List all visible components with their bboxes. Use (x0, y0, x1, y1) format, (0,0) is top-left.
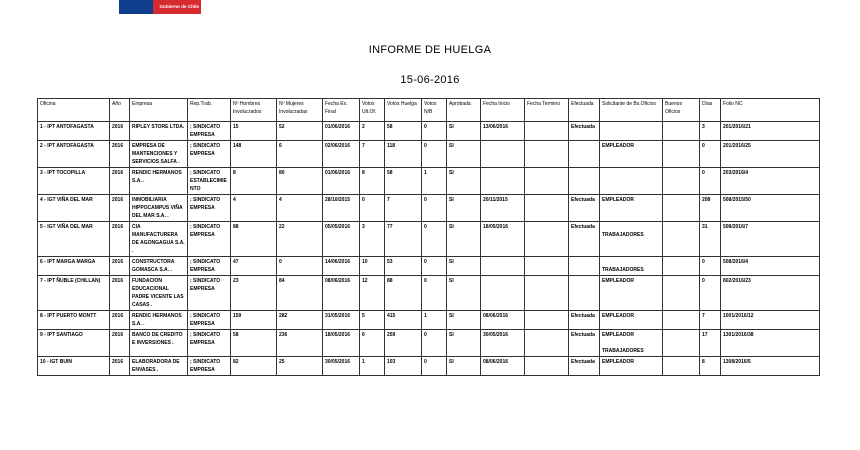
cell-anio: 2016 (110, 168, 130, 195)
cell-votos-nb: 0 (422, 195, 447, 222)
cell-fecha-termino (525, 168, 569, 195)
cell-dias: 0 (700, 168, 721, 195)
col-header-aprobada: Aprobada (447, 99, 481, 122)
cell-votos-ult: 8 (360, 168, 385, 195)
cell-votos-ult: 3 (360, 222, 385, 257)
table-header-row (38, 99, 820, 122)
cell-votos-ult: 7 (360, 141, 385, 168)
cell-hombres: 4 (231, 195, 277, 222)
cell-fecha-ex: 28/10/2015 (323, 195, 360, 222)
solicitante-value: EMPLEADOR (602, 359, 634, 365)
cell-aprobada: SI (447, 222, 481, 257)
cell-hombres: 159 (231, 311, 277, 330)
cell-fecha-ex: 05/05/2016 (323, 222, 360, 257)
cell-solicitante (600, 311, 663, 330)
cell-solicitante (600, 276, 663, 311)
cell-mujeres: 80 (277, 168, 323, 195)
cell-fecha-ex: 08/06/2016 (323, 276, 360, 311)
solicitante-value: EMPLEADOR (602, 313, 634, 319)
cell-fecha-termino (525, 330, 569, 357)
cell-mujeres: 52 (277, 122, 323, 141)
cell-votos-nb: 0 (422, 122, 447, 141)
cell-votos-ult: 6 (360, 330, 385, 357)
cell-buenos (663, 257, 700, 276)
cell-mujeres: 25 (277, 357, 323, 376)
cell-votos-ult: 10 (360, 257, 385, 276)
cell-votos-ult: 12 (360, 276, 385, 311)
cell-fecha-termino (525, 195, 569, 222)
cell-aprobada: SI (447, 357, 481, 376)
cell-solicitante (600, 141, 663, 168)
cell-empresa: ELABORADORA DE ENVASES . (130, 357, 188, 376)
col-header-hombres: Nº Hombres Involucrados (231, 99, 277, 122)
cell-oficina: 8 - IPT PUERTO MONTT (38, 311, 110, 330)
cell-folio: 1001/2016/12 (721, 311, 820, 330)
cell-fecha-ex: 14/06/2016 (323, 257, 360, 276)
cell-reptrab: ; SINDICATO EMPRESA (188, 257, 231, 276)
col-header-votos-nb: Votos N/B (422, 99, 447, 122)
cell-aprobada: SI (447, 330, 481, 357)
cell-buenos (663, 195, 700, 222)
cell-anio: 2016 (110, 257, 130, 276)
table-row (38, 122, 820, 141)
cell-votos-huelga: 118 (385, 141, 422, 168)
cell-mujeres: 236 (277, 330, 323, 357)
col-header-efectuada: Efectuada (569, 99, 600, 122)
cell-anio: 2016 (110, 311, 130, 330)
cell-buenos (663, 276, 700, 311)
cell-efectuada: Efectuada (569, 195, 600, 222)
cell-oficina: 6 - IPT MARGA MARGA (38, 257, 110, 276)
cell-fecha-ex: 01/06/2016 (323, 122, 360, 141)
cell-oficina: 7 - IPT ÑUBLE (CHILLAN) (38, 276, 110, 311)
cell-fecha-inicio: 08/06/2016 (481, 357, 525, 376)
report-title: INFORME DE HUELGA (368, 44, 492, 56)
cell-mujeres: 6 (277, 141, 323, 168)
cell-empresa: BANCO DE CREDITO E INVERSIONES . (130, 330, 188, 357)
cell-fecha-ex: 30/05/2016 (323, 357, 360, 376)
cell-empresa: CIA MANUFACTURERA DE AGONGAGUA S.A. . (130, 222, 188, 257)
cell-buenos (663, 222, 700, 257)
col-header-buenos-oficios: Buenos Oficios (663, 99, 700, 122)
cell-votos-nb: 0 (422, 330, 447, 357)
cell-empresa: RENDIC HERMANOS S.A. . (130, 311, 188, 330)
col-header-mujeres: Nº Mujeres Involucradas (277, 99, 323, 122)
cell-hombres: 23 (231, 276, 277, 311)
cell-folio: 508/2016/7 (721, 222, 820, 257)
table-row (38, 330, 820, 357)
col-header-oficina: Oficina (38, 99, 110, 122)
solicitante-value: EMPLEADOR (602, 278, 634, 284)
cell-solicitante (600, 257, 663, 276)
cell-folio: 508/2016/4 (721, 257, 820, 276)
table-body (38, 122, 820, 376)
cell-reptrab: ; SINDICATO EMPRESA (188, 141, 231, 168)
cell-fecha-termino (525, 276, 569, 311)
cell-votos-huelga: 415 (385, 311, 422, 330)
cell-anio: 2016 (110, 330, 130, 357)
cell-hombres: 88 (231, 222, 277, 257)
col-header-dias: Días (700, 99, 721, 122)
cell-votos-nb: 1 (422, 168, 447, 195)
cell-fecha-termino (525, 311, 569, 330)
col-header-fecha-inicio: Fecha Inicio (481, 99, 525, 122)
cell-reptrab: ; SINDICATO EMPRESA (188, 195, 231, 222)
cell-anio: 2016 (110, 195, 130, 222)
cell-votos-nb: 0 (422, 357, 447, 376)
cell-reptrab: ; SINDICATO EMPRESA (188, 276, 231, 311)
cell-votos-nb: 0 (422, 276, 447, 311)
cell-mujeres: 282 (277, 311, 323, 330)
solicitante-value: EMPLEADOR (602, 197, 634, 203)
cell-reptrab: ; SINDICATO EMPRESA (188, 330, 231, 357)
cell-votos-huelga: 88 (385, 276, 422, 311)
cell-oficina: 10 - IGT BUIN (38, 357, 110, 376)
cell-dias: 8 (700, 357, 721, 376)
cell-anio: 2016 (110, 222, 130, 257)
logo-text: Gobierno de Chile (159, 4, 199, 9)
cell-efectuada (569, 257, 600, 276)
cell-hombres: 82 (231, 357, 277, 376)
solicitante-secondary-value: TRABAJADORES (602, 267, 644, 273)
table-row (38, 141, 820, 168)
cell-votos-ult: 2 (360, 122, 385, 141)
cell-aprobada: SI (447, 257, 481, 276)
cell-empresa: FUNDACION EDUCACIONAL PADRE VICENTE LAS CASAS . (130, 276, 188, 311)
cell-aprobada: SI (447, 168, 481, 195)
cell-buenos (663, 122, 700, 141)
cell-votos-ult: 1 (360, 357, 385, 376)
col-header-solicitante: Solicitante de Bs.Oficios (600, 99, 663, 122)
cell-votos-ult: 5 (360, 311, 385, 330)
cell-empresa: CONSTRUCTORA GOMASCA S.A. . (130, 257, 188, 276)
table-row (38, 276, 820, 311)
cell-aprobada: SI (447, 311, 481, 330)
cell-buenos (663, 168, 700, 195)
cell-fecha-inicio (481, 168, 525, 195)
government-logo (119, 0, 201, 14)
cell-mujeres: 84 (277, 276, 323, 311)
col-header-anio: Año (110, 99, 130, 122)
table-row (38, 311, 820, 330)
cell-fecha-inicio: 20/11/2015 (481, 195, 525, 222)
col-header-votos-huelga: Votos Huelga (385, 99, 422, 122)
cell-folio: 201/2016/25 (721, 141, 820, 168)
cell-reptrab: ; SINDICATO EMPRESA (188, 122, 231, 141)
cell-votos-huelga: 103 (385, 357, 422, 376)
cell-fecha-ex: 18/05/2016 (323, 330, 360, 357)
cell-fecha-inicio (481, 141, 525, 168)
cell-efectuada: Efectuada (569, 330, 600, 357)
cell-mujeres: 4 (277, 195, 323, 222)
table-row (38, 222, 820, 257)
cell-fecha-termino (525, 222, 569, 257)
cell-buenos (663, 311, 700, 330)
cell-dias: 0 (700, 257, 721, 276)
cell-hombres: 15 (231, 122, 277, 141)
cell-votos-huelga: 53 (385, 257, 422, 276)
cell-dias: 0 (700, 141, 721, 168)
cell-folio: 1308/2016/5 (721, 357, 820, 376)
cell-reptrab: ; SINDICATO ESTABLECIMIENTO (188, 168, 231, 195)
cell-buenos (663, 357, 700, 376)
cell-fecha-inicio: 18/05/2016 (481, 222, 525, 257)
cell-votos-nb: 0 (422, 257, 447, 276)
cell-anio: 2016 (110, 276, 130, 311)
report-date: 15-06-2016 (400, 74, 460, 86)
cell-efectuada (569, 276, 600, 311)
cell-solicitante (600, 195, 663, 222)
cell-dias: 0 (700, 276, 721, 311)
cell-folio: 201/2016/21 (721, 122, 820, 141)
cell-folio: 802/2016/23 (721, 276, 820, 311)
cell-aprobada: SI (447, 141, 481, 168)
cell-hombres: 58 (231, 330, 277, 357)
cell-solicitante (600, 122, 663, 141)
col-header-votos-ult: Votos Ult.Of. (360, 99, 385, 122)
cell-anio: 2016 (110, 122, 130, 141)
cell-oficina: 2 - IPT ANTOFAGASTA (38, 141, 110, 168)
cell-oficina: 1 - IPT ANTOFAGASTA (38, 122, 110, 141)
cell-fecha-termino (525, 357, 569, 376)
col-header-fecha-termino: Fecha Termino (525, 99, 569, 122)
cell-reptrab: ; SINDICATO EMPRESA (188, 357, 231, 376)
cell-empresa: RIPLEY STORE LTDA. (130, 122, 188, 141)
cell-oficina: 3 - IPT TOCOPILLA (38, 168, 110, 195)
col-header-reptrab: Rep.Trab. (188, 99, 231, 122)
cell-empresa: INMOBILIARIA HIPPOCAMPUS VIÑA DEL MAR S.A. . (130, 195, 188, 222)
cell-dias: 3 (700, 122, 721, 141)
table-row (38, 357, 820, 376)
cell-anio: 2016 (110, 357, 130, 376)
cell-solicitante (600, 330, 663, 357)
col-header-fecha-ex: Fecha Ex. Final (323, 99, 360, 122)
cell-dias: 208 (700, 195, 721, 222)
cell-votos-nb: 0 (422, 222, 447, 257)
table-row (38, 195, 820, 222)
cell-empresa: RENDIC HERMANOS S.A. . (130, 168, 188, 195)
solicitante-value: EMPLEADOR (602, 143, 634, 149)
cell-aprobada: SI (447, 276, 481, 311)
col-header-folio: Folio NC (721, 99, 820, 122)
cell-reptrab: ; SINDICATO EMPRESA (188, 222, 231, 257)
cell-efectuada (569, 168, 600, 195)
cell-votos-huelga: 259 (385, 330, 422, 357)
cell-oficina: 4 - IGT VIÑA DEL MAR (38, 195, 110, 222)
cell-votos-ult: 0 (360, 195, 385, 222)
strike-report-table (37, 98, 820, 376)
cell-oficina: 5 - IGT VIÑA DEL MAR (38, 222, 110, 257)
cell-votos-huelga: 7 (385, 195, 422, 222)
cell-mujeres: 0 (277, 257, 323, 276)
cell-fecha-termino (525, 141, 569, 168)
cell-votos-huelga: 58 (385, 122, 422, 141)
cell-fecha-ex: 01/06/2016 (323, 168, 360, 195)
cell-hombres: 8 (231, 168, 277, 195)
cell-hombres: 148 (231, 141, 277, 168)
cell-efectuada: Efectuada (569, 222, 600, 257)
cell-fecha-termino (525, 122, 569, 141)
cell-fecha-inicio (481, 276, 525, 311)
cell-fecha-inicio (481, 257, 525, 276)
cell-dias: 17 (700, 330, 721, 357)
cell-votos-nb: 1 (422, 311, 447, 330)
cell-dias: 31 (700, 222, 721, 257)
solicitante-secondary-value: TRABAJADORES (602, 348, 644, 354)
cell-folio: 1301/2016/38 (721, 330, 820, 357)
cell-fecha-termino (525, 257, 569, 276)
cell-oficina: 9 - IPT SANTIAGO (38, 330, 110, 357)
cell-fecha-ex: 02/06/2016 (323, 141, 360, 168)
cell-solicitante (600, 168, 663, 195)
cell-efectuada: Efectuada (569, 122, 600, 141)
table-row (38, 168, 820, 195)
solicitante-value: EMPLEADOR (602, 332, 634, 338)
cell-fecha-inicio: 13/06/2016 (481, 122, 525, 141)
cell-hombres: 47 (231, 257, 277, 276)
cell-votos-huelga: 58 (385, 168, 422, 195)
cell-fecha-inicio: 08/06/2016 (481, 311, 525, 330)
solicitante-secondary-value: TRABAJADORES (602, 232, 644, 238)
cell-folio: 508/2015/50 (721, 195, 820, 222)
cell-empresa: EMPRESA DE MANTENCIONES Y SERVICIOS SALFA . (130, 141, 188, 168)
cell-dias: 7 (700, 311, 721, 330)
cell-mujeres: 22 (277, 222, 323, 257)
cell-efectuada (569, 141, 600, 168)
table-row (38, 257, 820, 276)
cell-efectuada: Efectuada (569, 357, 600, 376)
cell-aprobada: SI (447, 195, 481, 222)
cell-votos-nb: 0 (422, 141, 447, 168)
cell-solicitante (600, 357, 663, 376)
cell-folio: 203/2016/4 (721, 168, 820, 195)
cell-anio: 2016 (110, 141, 130, 168)
cell-buenos (663, 141, 700, 168)
col-header-empresa: Empresa (130, 99, 188, 122)
cell-buenos (663, 330, 700, 357)
cell-reptrab: ; SINDICATO EMPRESA (188, 311, 231, 330)
cell-fecha-ex: 31/05/2016 (323, 311, 360, 330)
cell-solicitante (600, 222, 663, 257)
cell-fecha-inicio: 30/05/2016 (481, 330, 525, 357)
cell-efectuada: Efectuada (569, 311, 600, 330)
cell-aprobada: SI (447, 122, 481, 141)
cell-votos-huelga: 77 (385, 222, 422, 257)
